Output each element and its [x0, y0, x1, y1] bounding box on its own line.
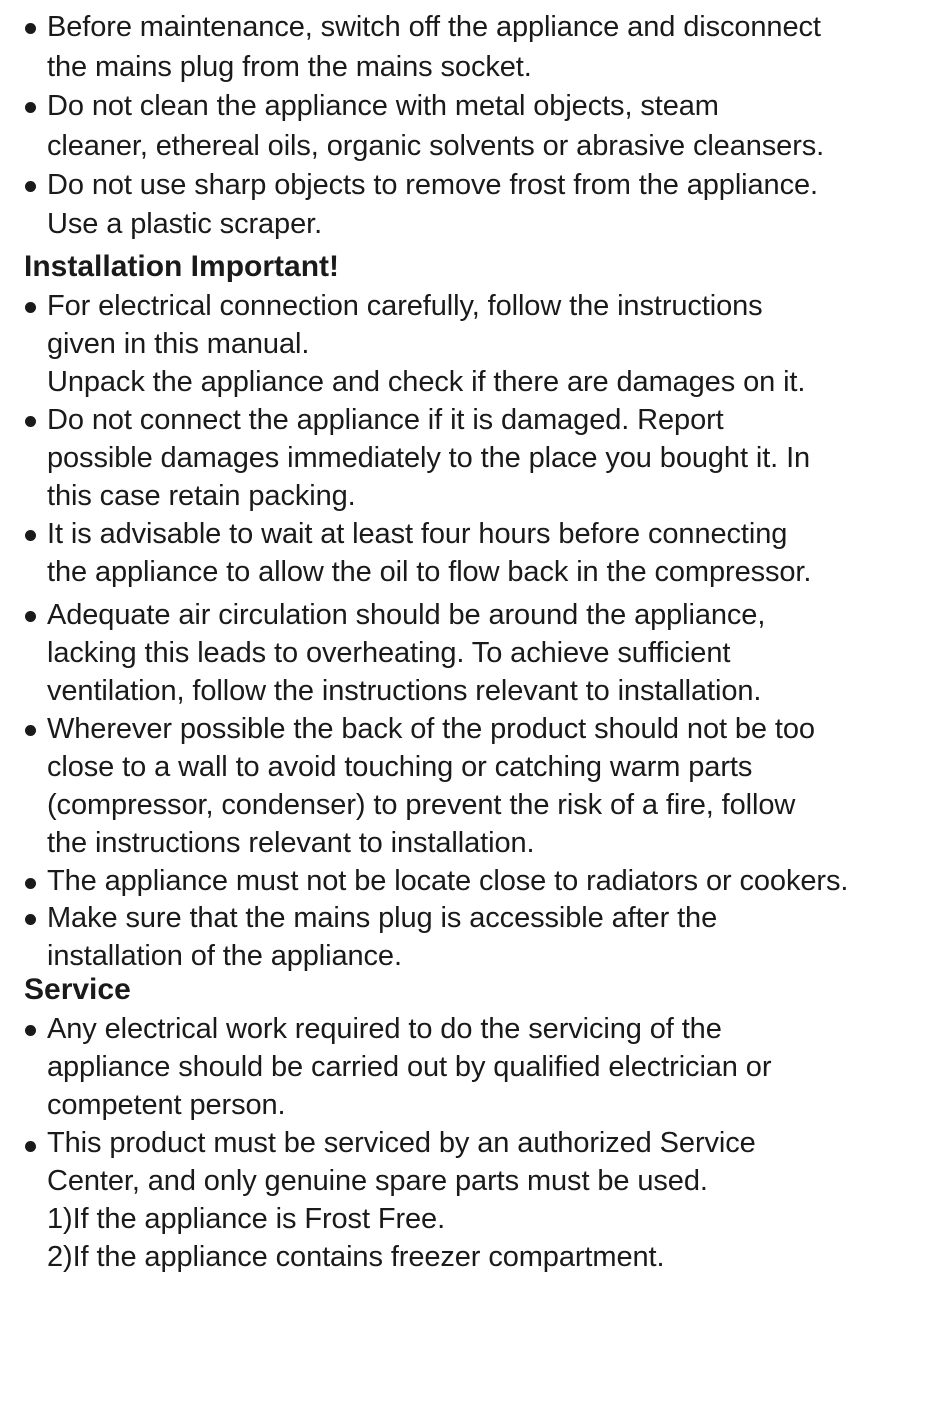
bullet-icon	[25, 181, 36, 192]
service-heading: Service	[24, 973, 131, 1006]
text-line: possible damages immediately to the place you bought it. In	[47, 442, 811, 474]
text-line: Make sure that the mains plug is accessible after the	[47, 902, 718, 934]
text-line: given in this manual.	[47, 328, 310, 360]
text-line: this case retain packing.	[47, 480, 356, 512]
bullet-icon	[25, 416, 36, 427]
text-line: lacking this leads to overheating. To achieve sufficient	[47, 637, 731, 669]
bullet-icon	[25, 611, 36, 622]
bullet-icon	[25, 914, 36, 925]
bullet-icon	[25, 878, 36, 889]
text-line: 1)If the appliance is Frost Free.	[47, 1203, 446, 1235]
text-line: Unpack the appliance and check if there are damages on it.	[47, 366, 806, 398]
text-line: the appliance to allow the oil to flow back in the compressor.	[47, 556, 812, 588]
text-line: the instructions relevant to installation.	[47, 827, 535, 859]
text-line: appliance should be carried out by qualified electrician or	[47, 1051, 772, 1083]
text-line: cleaner, ethereal oils, organic solvents or abrasive cleansers.	[47, 130, 825, 162]
text-line: competent person.	[47, 1089, 286, 1121]
text-line: (compressor, condenser) to prevent the risk of a fire, follow	[47, 789, 796, 821]
text-line: 2)If the appliance contains freezer compartment.	[47, 1241, 665, 1273]
bullet-icon	[25, 1141, 36, 1152]
bullet-icon	[25, 1025, 36, 1036]
text-line: The appliance must not be locate close to radiators or cookers.	[47, 865, 849, 897]
text-line: For electrical connection carefully, follow the instructions	[47, 290, 763, 322]
text-line: Wherever possible the back of the product should not be too	[47, 713, 815, 745]
bullet-icon	[25, 102, 36, 113]
text-line: Do not use sharp objects to remove frost from the appliance.	[47, 169, 818, 201]
bullet-icon	[25, 530, 36, 541]
text-line: Adequate air circulation should be around the appliance,	[47, 599, 766, 631]
text-line: close to a wall to avoid touching or catching warm parts	[47, 751, 753, 783]
text-line: installation of the appliance.	[47, 940, 402, 972]
text-line: It is advisable to wait at least four hours before connecting	[47, 518, 788, 550]
text-line: Before maintenance, switch off the appliance and disconnect	[47, 11, 821, 43]
text-line: ventilation, follow the instructions relevant to installation.	[47, 675, 762, 707]
text-line: Center, and only genuine spare parts must be used.	[47, 1165, 708, 1197]
bullet-icon	[25, 23, 36, 34]
text-line: This product must be serviced by an authorized Service	[47, 1127, 756, 1159]
text-line: Do not clean the appliance with metal objects, steam	[47, 90, 719, 122]
text-line: Do not connect the appliance if it is damaged. Report	[47, 404, 724, 436]
text-line: Any electrical work required to do the servicing of the	[47, 1013, 722, 1045]
bullet-icon	[25, 302, 36, 313]
installation-heading: Installation Important!	[24, 250, 339, 283]
bullet-icon	[25, 725, 36, 736]
text-line: Use a plastic scraper.	[47, 208, 323, 240]
text-line: the mains plug from the mains socket.	[47, 51, 532, 83]
